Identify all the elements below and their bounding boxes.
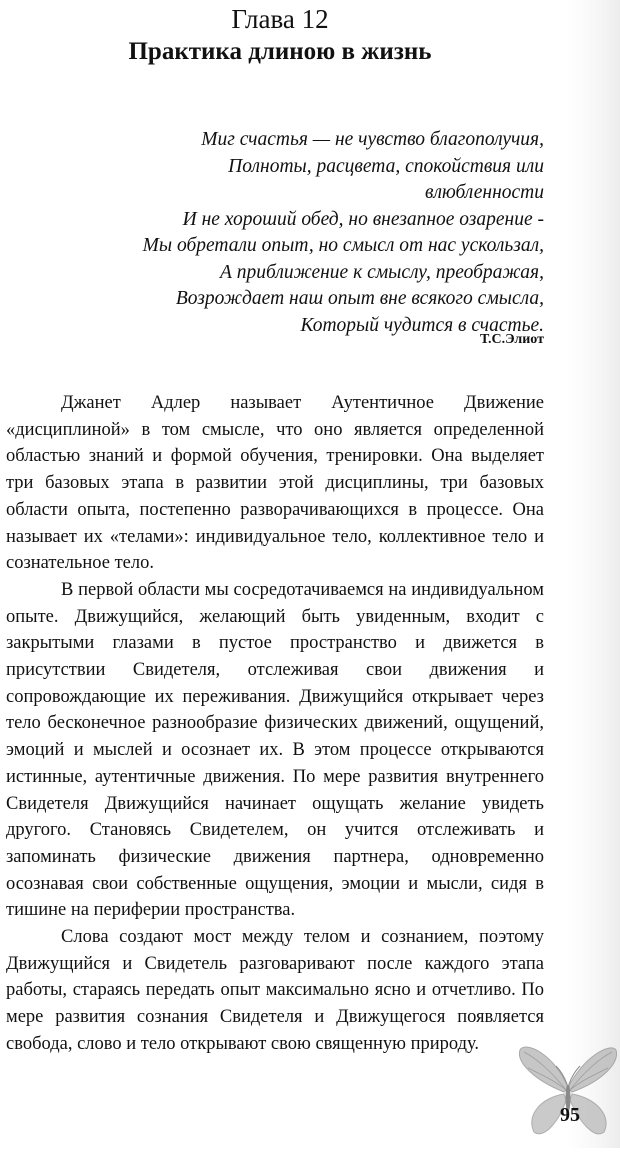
chapter-title: Практика длиною в жизнь	[128, 38, 432, 65]
chapter-label: Глава 12	[231, 4, 329, 34]
page-number: 95	[560, 1104, 580, 1126]
page-edge-shading	[568, 0, 620, 1148]
epigraph-line: Полноты, расцвета, спокойствия или	[228, 155, 544, 177]
epigraph-line: А приближение к смыслу, преображая,	[219, 261, 544, 283]
epigraph-line: Возрождает наш опыт вне всякого смысла,	[175, 288, 544, 309]
paragraph: Джанет Адлер называет Аутентичное Движение «дисциплиной» в том смысле, что оно является определенной областью знаний и формой обучения, тренировки. Она выделяет три базовых этапа в развитии этой дисциплины, три базовых области опыта, постепенно разворачивающихся в процессе. Она называет их «телами»: индивидуальное тело, коллективное тело и сознательное тело.	[6, 393, 544, 574]
epigraph-line: Миг счастья — не чувство благополучия,	[201, 129, 544, 150]
epigraph-line: И не хороший обед, но внезапное озарение -	[182, 208, 544, 230]
epigraph-line: Который чудится в счастье.	[300, 314, 544, 336]
body-text	[6, 390, 544, 1058]
epigraph	[120, 127, 544, 339]
paragraph: Слова создают мост между телом и сознанием, поэтому Движущийся и Свидетель разговаривают после каждого этапа работы, стараясь передать опыт максимально ясно и отчетливо. По мере развития сознания Свидетеля и Движущегося появляется свобода, слово и тело открывают свою священную природу.	[6, 927, 544, 1054]
epigraph-author: Т.С.Элиот	[480, 332, 544, 347]
epigraph-line: влюбленности	[424, 182, 544, 203]
butterfly-icon	[516, 1036, 620, 1148]
paragraph: В первой области мы сосредотачиваемся на индивидуальном опыте. Движущийся, желающий быть увиденным, входит с закрытыми глазами в пустое пространство и движется в присутствии Свидетеля, отслеживая свои движения и сопровождающие их переживания. Движущийся открывает через тело бесконечное разнообразие физических движений, ощущений, эмоций и мыслей и осознает их. В этом процессе открываются истинные, аутентичные движения. По мере развития внутреннего Свидетеля Движущийся начинает ощущать желание увидеть другого. Становясь Свидетелем, он учится отслеживать и запоминать физические движения партнера, одновременно осознавая свои собственные ощущения, эмоции и мысли, сидя в тишине на периферии пространства.	[6, 579, 544, 921]
epigraph-line: Мы обретали опыт, но смысл от нас ускользал,	[142, 235, 544, 256]
